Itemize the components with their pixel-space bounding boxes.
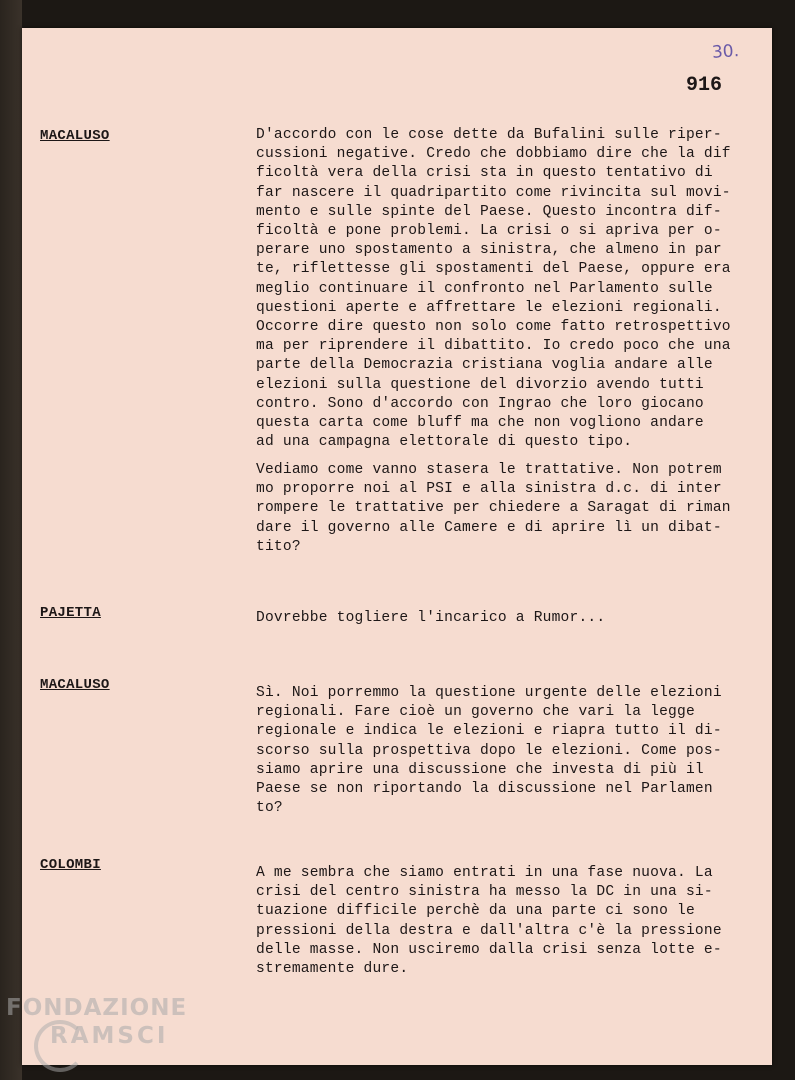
binder-spine xyxy=(0,0,22,1080)
speaker-name: MACALUSO xyxy=(40,677,110,693)
text-line: crisi del centro sinistra ha messo la DC in una si- xyxy=(256,884,713,901)
text-line: pressioni della destra e dall'altra c'è la pressione xyxy=(256,922,722,939)
text-line: ficoltà vera della crisi sta in questo tentativo di xyxy=(256,165,713,182)
text-line: ma per riprendere il dibattito. Io credo poco che una xyxy=(256,338,731,355)
text-line: ad una campagna elettorale di questo tipo. xyxy=(256,434,633,451)
text-line: regionale e indica le elezioni e riapra tutto il di- xyxy=(256,723,722,740)
text-line: regionali. Fare cioè un governo che vari la legge xyxy=(256,704,695,721)
text-line: stremamente dure. xyxy=(256,961,409,978)
text-line: cussioni negative. Credo che dobbiamo dire che la dif xyxy=(256,146,731,163)
text-line: tito? xyxy=(256,538,301,555)
speaker-name: MACALUSO xyxy=(40,128,110,144)
text-line: te, riflettesse gli spostamenti del Paese, oppure era xyxy=(256,261,731,278)
speech-paragraph xyxy=(256,126,764,452)
text-line: D'accordo con le cose dette da Bufalini sulle riper- xyxy=(256,127,722,143)
watermark-line2: RAMSCI xyxy=(50,1023,169,1049)
text-line: parte della Democrazia cristiana voglia andare alle xyxy=(256,357,713,374)
text-line: elezioni sulla questione del divorzio avendo tutti xyxy=(256,376,704,393)
speech-paragraph xyxy=(256,609,764,628)
text-line: ficoltà e pone problemi. La crisi o si apriva per o- xyxy=(256,223,722,240)
text-line: contro. Sono d'accordo con Ingrao che loro giocano xyxy=(256,395,704,412)
text-line: Sì. Noi porremmo la questione urgente delle elezioni xyxy=(256,685,722,701)
speaker-name: COLOMBI xyxy=(40,857,101,873)
text-line: scorso sulla prospettiva dopo le elezioni. Come pos- xyxy=(256,742,722,759)
text-line: siamo aprire una discussione che investa di più il xyxy=(256,761,704,778)
text-line: A me sembra che siamo entrati in una fase nuova. La xyxy=(256,865,713,881)
text-line: to? xyxy=(256,800,283,817)
text-line: questioni aperte e affrettare le elezioni regionali. xyxy=(256,299,722,316)
text-line: mento e sulle spinte del Paese. Questo incontra dif- xyxy=(256,203,722,220)
text-line: perare uno spostamento a sinistra, che almeno in par xyxy=(256,242,722,259)
text-line: meglio continuare il confronto nel Parlamento sulle xyxy=(256,280,713,297)
speaker-name: PAJETTA xyxy=(40,605,101,621)
text-line: Dovrebbe togliere l'incarico a Rumor... xyxy=(256,610,606,626)
text-line: far nascere il quadripartito come rivincita sul movi- xyxy=(256,184,731,201)
text-line: rompere le trattative per chiedere a Saragat di riman xyxy=(256,500,731,517)
text-line: Vediamo come vanno stasera le trattative. Non potrem xyxy=(256,462,722,478)
watermark xyxy=(6,994,187,1050)
text-line: tuazione difficile perchè da una parte ci sono le xyxy=(256,903,695,920)
handwritten-annotation: 30. xyxy=(711,41,740,63)
page-number: 916 xyxy=(686,74,723,97)
text-line: questa carta come bluff ma che non vogliono andare xyxy=(256,415,704,432)
text-line: Occorre dire questo non solo come fatto retrospettivo xyxy=(256,319,731,336)
text-line: mo proporre noi al PSI e alla sinistra d.c. di inter xyxy=(256,481,722,498)
text-line: Paese se non riportando la discussione nel Parlamen xyxy=(256,781,713,798)
speech-paragraph xyxy=(256,684,764,818)
text-line: delle masse. Non usciremo dalla crisi senza lotte e- xyxy=(256,941,722,958)
text-line: dare il governo alle Camere e di aprire lì un dibat- xyxy=(256,519,722,536)
speech-paragraph xyxy=(256,864,764,979)
speech-paragraph xyxy=(256,461,764,557)
watermark-line1: FONDAZIONE xyxy=(6,995,188,1021)
